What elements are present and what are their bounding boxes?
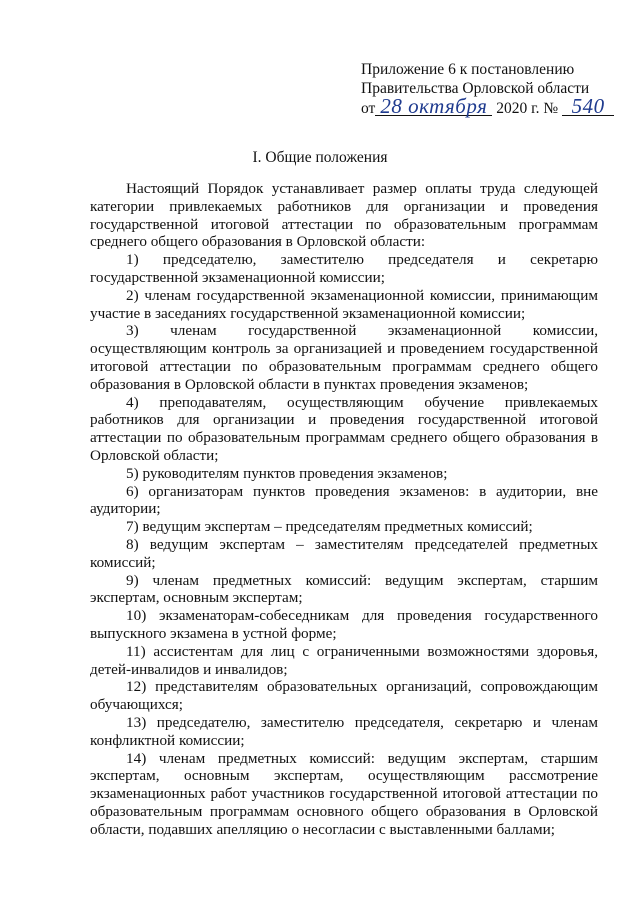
document-body	[90, 180, 598, 838]
appendix-line-2: Правительства Орловской области	[361, 80, 590, 97]
handwritten-number: 540	[562, 98, 614, 116]
intro-paragraph: Настоящий Порядок устанавливает размер оплаты труда следующей категории привлекаемых работников для организации и проведения государственной итоговой аттестации по образовательным программам среднего общего образования в Орловской области:	[90, 180, 598, 251]
handwritten-date: 28 октября	[375, 98, 492, 116]
list-item: 12) представителям образовательных организаций, сопровождающим обучающихся;	[90, 678, 598, 714]
list-item: 7) ведущим экспертам – председателям предметных комиссий;	[126, 518, 533, 536]
list-item: 5) руководителям пунктов проведения экзаменов;	[126, 464, 448, 482]
appendix-line-3	[361, 94, 614, 118]
list-item: 13) председателю, заместителю председателя, секретарю и членам конфликтной комиссии;	[90, 713, 598, 749]
list-item: 9) членам предметных комиссий: ведущим экспертам, старшим экспертам, основным экспертам;	[90, 571, 598, 607]
from-prefix: от	[361, 100, 376, 117]
list-item: 4) преподавателям, осуществляющим обучение привлекаемых работников для организации и проведения государственной итоговой аттестации по образовательным программам среднего общего образования в Орловской области;	[90, 393, 598, 464]
list-item: 6) организаторам пунктов проведения экзаменов: в аудитории, вне аудитории;	[90, 482, 598, 518]
appendix-line-1: Приложение 6 к постановлению	[361, 61, 575, 78]
section-title: I. Общие положения	[252, 149, 388, 166]
list-item: 10) экзаменаторам-собеседникам для проведения государственного выпускного экзамена в устной форме;	[90, 607, 598, 642]
list-item: 1) председателю, заместителю председателя и секретарю государственной экзаменационной комиссии;	[90, 251, 598, 286]
list-item: 8) ведущим экспертам – заместителям председателей предметных комиссий;	[90, 535, 598, 571]
list-item: 14) членам предметных комиссий: ведущим экспертам, старшим экспертам, основным экспертам, осуществляющим рассмотрение экзаменационных работ участников государственной итоговой аттестации по образовательным программам основного общего образования в Орловской области, подавших апелляцию о несогласии с выставленными баллами;	[90, 749, 598, 838]
list-item: 3) членам государственной экзаменационной комиссии, осуществляющим контроль за организацией и проведением государственной итоговой аттестации по образовательным программам среднего общего образования в Орловской области в пунктах проведения экзаменов;	[90, 322, 598, 393]
list-item: 11) ассистентам для лиц с ограниченными возможностями здоровья, детей-инвалидов и инвалидов;	[90, 642, 598, 678]
year-text: 2020 г. №	[496, 100, 559, 117]
appendix-header	[361, 60, 614, 118]
list-item: 2) членам государственной экзаменационной комиссии, принимающим участие в заседаниях государственной экзаменационной комиссии;	[90, 286, 598, 322]
